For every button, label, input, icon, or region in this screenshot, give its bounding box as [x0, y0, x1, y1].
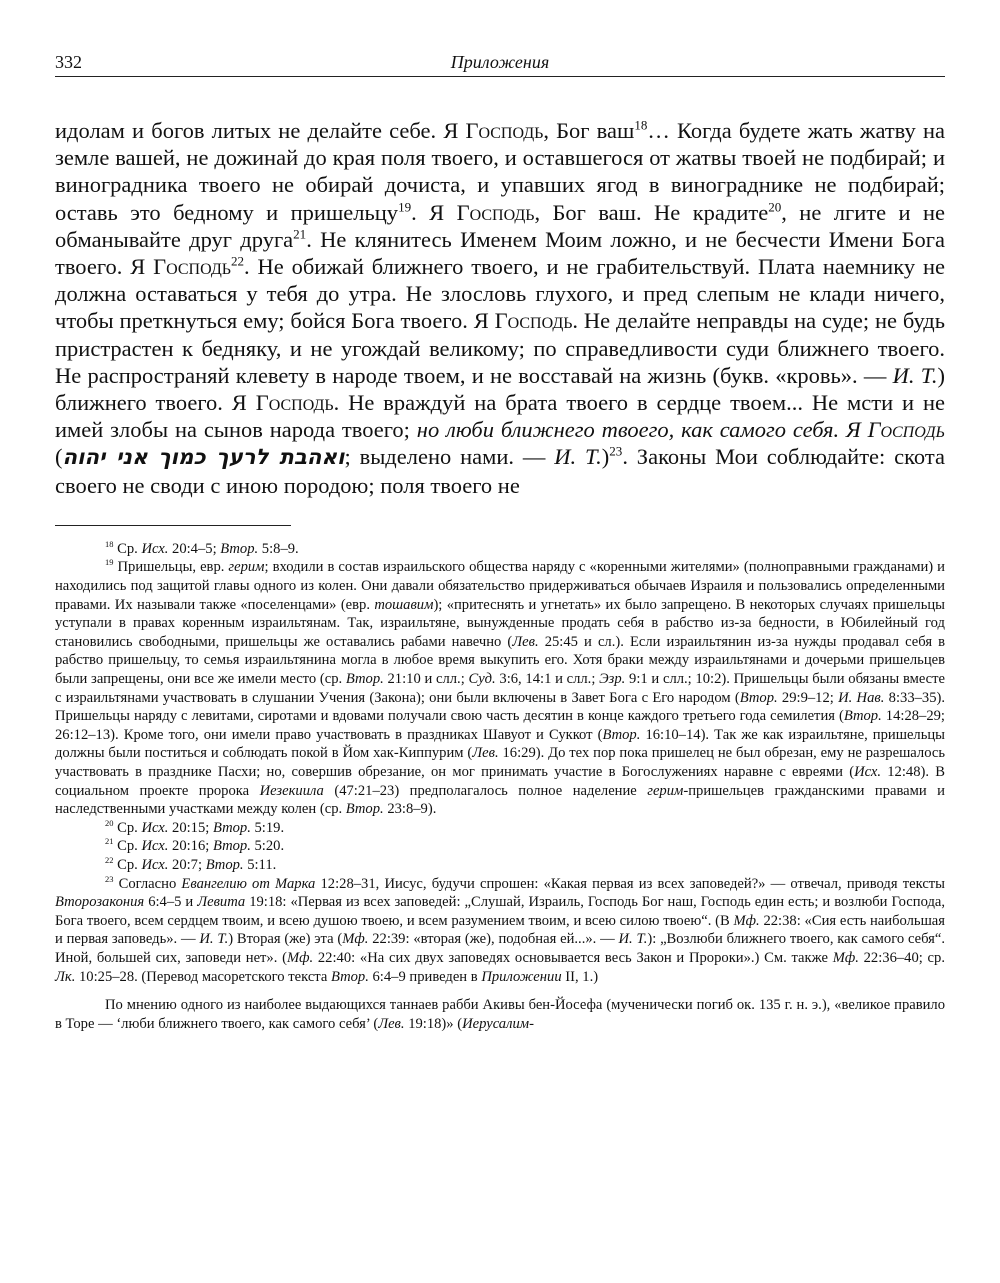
- text-run: 22:36–40; ср.: [858, 949, 945, 966]
- text-run: 25:45 и сл.). Если израильтянин из-за нужды продавал себя в рабство пришельцу, то семья израильтянина могла в любое время выкупить его. Хотя браки между израильтянами и дочерьми пришельцев были запрещены, они все же имели место (ср.: [55, 633, 946, 687]
- ref-book: Эзр.: [599, 671, 626, 687]
- divine-name: Господь: [867, 417, 945, 443]
- text-run: 10:25–28. (Перевод масоретского текста: [75, 968, 331, 985]
- ref-book: Втор.: [220, 540, 259, 557]
- ref-book: Приложении: [481, 968, 562, 985]
- ref-book: Мф.: [832, 949, 859, 966]
- hebrew-term: герим: [228, 559, 265, 576]
- footnote-19: [55, 558, 945, 818]
- text-run: 14:28–29; 26:12–13). Кроме того, они имели право участвовать в праздниках Шавуот и Суккот (: [55, 708, 945, 743]
- text-run: 12:48). В социальном проекте пророка: [55, 763, 945, 799]
- text-run: … Когда будете жать жатву на земле вашей, не дожинай до края поля твоего, и оставшегося от жатвы твоей не подбирай; и виноградника твоего не обирай дочиста, и упавших ягод в винограднике не подбирай; оставь это бедному и пришельцу: [55, 118, 945, 225]
- text-run: . Не делайте неправды на суде; не будь пристрастен к бедняку, и не угождай великому; по справедливости суди ближнего твоего. Не распространяй клевету в народе твоем, и не восставай на жизнь (букв. «кровь». —: [55, 308, 946, 388]
- footnote-23-continuation: [55, 996, 945, 1033]
- author-initials: И. Т.: [554, 444, 602, 470]
- ref-book: Второзакония: [55, 894, 145, 911]
- ref-book: Лев.: [512, 633, 539, 650]
- ref-book: Мф.: [342, 931, 369, 948]
- text-run: 6:4–5 и: [144, 894, 198, 911]
- divine-name: Господь: [456, 199, 535, 225]
- ref-book: Исх.: [141, 856, 169, 873]
- page-number: 332: [55, 52, 82, 72]
- running-title: Приложения: [450, 52, 550, 72]
- ref-book: Мф.: [286, 949, 314, 966]
- text-run: 5:8–9.: [258, 540, 299, 557]
- text-run: , Бог ваш: [543, 118, 635, 143]
- text-run: II, 1.): [561, 968, 599, 985]
- text-run: 20:16;: [168, 838, 213, 855]
- text-run: Ср.: [113, 838, 142, 855]
- ref-book: Втор.: [212, 819, 251, 836]
- footnote-ref-20[interactable]: 20: [768, 199, 782, 215]
- text-run: . Законы Мои соблюдайте: скота своего не своди с иною породою; поля твоего не: [55, 444, 945, 498]
- text-run: ; выделено нами. —: [344, 444, 555, 470]
- text-run: (47:21–23) предполагалось полное наделение: [323, 782, 648, 799]
- text-run: . Не клянитесь Именем Моим ложно, и не бесчести Имени Бога твоего. Я: [55, 226, 945, 280]
- footnote-ref-19[interactable]: 19: [398, 199, 412, 215]
- hebrew-term: тошавим: [374, 596, 434, 613]
- text-run: -пришельцев гражданскими правами и наследственными участками между колен (ср.: [55, 782, 945, 818]
- text-run: 16:29). До тех пор пока пришелец не был обрезан, ему не разрешалось участвовать в празднике Пасхи; но, совершив обрезание, он мог принимать участие в Богослужениях наравне с евреями (: [55, 745, 945, 780]
- footnote-23: [55, 875, 945, 987]
- divine-name: Господь: [153, 254, 231, 280]
- text-run: 23:8–9).: [383, 801, 437, 818]
- emphasized-text: но люби ближнего твоего, как самого себя. Я: [416, 417, 868, 443]
- text-run: 19:18)» (: [404, 1015, 463, 1032]
- text-run: 20:4–5;: [168, 540, 221, 557]
- text-run: ) Вторая (же) эта (: [228, 931, 343, 948]
- ref-book: Втор.: [330, 968, 369, 985]
- ref-book: Исх.: [854, 763, 882, 780]
- text-run: 5:11.: [243, 856, 277, 873]
- text-run: Пришельцы, евр.: [113, 559, 229, 576]
- text-run: 20:7;: [168, 856, 206, 873]
- text-run: Ср.: [113, 819, 142, 836]
- ref-book: Втор.: [345, 801, 384, 818]
- ref-book: Втор.: [345, 671, 384, 687]
- footnotes: [55, 540, 945, 1033]
- text-run: 5:19.: [250, 819, 285, 836]
- text-run: Согласно: [113, 875, 182, 892]
- footnote-number: 22: [105, 855, 114, 866]
- hebrew-text: ואהבת לרעך כמוך אני יהוה: [62, 445, 345, 471]
- text-run: 22:39: «вторая (же), подобная ей...». —: [368, 931, 619, 948]
- text-run: ); «притеснять и угнетать» их было запрещено. В некоторых случаях пришельцы уступали в правах коренным израильтянам. Так, израильтяне, вынужденные продать себя в рабство из-за бедности, в Юбилейный год становились свободными, пришельцы же оставались рабами навечно (: [55, 596, 945, 650]
- footnote-22: [55, 856, 945, 875]
- ref-book: Втор.: [205, 856, 244, 873]
- ref-book: Мф.: [733, 912, 760, 929]
- ref-book: Втор.: [843, 708, 882, 725]
- text-run: , Бог ваш. Не крадите: [534, 199, 769, 225]
- footnote-21: [55, 837, 945, 856]
- ref-book: Лев.: [472, 745, 499, 762]
- text-run: 20:15;: [168, 819, 213, 836]
- ref-book: Втор.: [212, 838, 251, 855]
- text-run: 8:33–35). Пришельцы наряду с левитами, сиротами и вдовами получали свою часть десятин в конце каждого третьего года семилетия (: [55, 689, 946, 725]
- footnote-number: 19: [105, 557, 114, 568]
- footnote-number: 20: [105, 817, 114, 828]
- footnote-18: [55, 540, 945, 559]
- text-run: 19:18: «Первая из всех заповедей: „Слушай, Израиль, Господь Бог наш, Господь един есть; и возлюби Господа, Бога твоего, всем сердцем твоим, и всею душою твоею, и всем разумением твоим, и всею силою твоею“. (В: [55, 894, 945, 929]
- text-run: 16:10–14). Так же как израильтяне, пришельцы должны были поститься и соблюдать покой в Йом хак-Киппурим (: [55, 726, 945, 762]
- footnote-ref-18[interactable]: 18: [634, 117, 648, 133]
- text-run: 6:4–9 приведен в: [368, 968, 482, 985]
- ref-book: Исх.: [141, 540, 169, 557]
- author-initials: И. Т.: [618, 931, 648, 948]
- text-run: . Не обижай ближнего твоего, и не грабительствуй. Плата наемнику не должна оставаться у тебя до утра. Не злословь глухого, и пред слепым не клади ничего, чтобы преткнуться ему; бойся Бога твоего. Я: [55, 254, 945, 334]
- ref-book: Втор.: [602, 726, 641, 743]
- footnote-separator: [55, 525, 291, 526]
- ref-book: Иерусалим-: [462, 1015, 534, 1032]
- text-run: 22:38: «Сия есть наибольшая и первая заповедь». —: [55, 912, 945, 948]
- body-paragraph: [55, 117, 945, 499]
- text-run: ) ближнего твоего. Я: [55, 362, 945, 416]
- ref-book: Лев.: [378, 1015, 405, 1032]
- ref-book: Иезекиила: [259, 782, 324, 799]
- main-text: [55, 117, 945, 499]
- text-run: По мнению одного из наиболее выдающихся таннаев рабби Акивы бен-Йосефа (мученически погиб ок. 135 г. н. э.), «великое правило в Торе — ‘люби ближнего твоего, как самого себя’ (: [55, 997, 945, 1032]
- ref-book: Лк.: [55, 968, 76, 985]
- text-run: . Я: [411, 199, 457, 225]
- footnote-ref-23[interactable]: 23: [609, 443, 623, 459]
- text-run: 22:40: «На сих двух заповедях основывается весь Закон и Пророки».) См. также: [313, 949, 833, 966]
- text-run: Ср.: [113, 540, 142, 557]
- footnote-number: 18: [105, 538, 114, 549]
- footnote-20: [55, 819, 945, 838]
- text-run: ; входили в состав израильского общества наряду с «коренными жителями» (полноправными гражданами) и находились под защитой главы одного из колен. Они давали обязательство придерживаться обычаев Израиля и пользовались определенными правами. Их называли также «поселенцами» (евр.: [55, 559, 945, 613]
- text-run: ): „Возлюби ближнего твоего, как самого себя“. Иной, большей сих, заповеди нет». (: [55, 931, 945, 966]
- footnote-number: 21: [105, 836, 114, 847]
- ref-book: Исх.: [141, 819, 169, 836]
- text-run: 3:6, 14:1 и слл.;: [495, 671, 600, 687]
- text-run: Ср.: [113, 856, 142, 873]
- page-header: [55, 50, 945, 77]
- text-run: идолам и богов литых не делайте себе. Я: [55, 118, 466, 143]
- divine-name: Господь: [494, 308, 573, 334]
- text-run: 21:10 и слл.;: [383, 671, 469, 687]
- text-run: (: [55, 444, 63, 470]
- page: [55, 50, 945, 1033]
- text-run: 9:1 и слл.; 10:2). Пришельцы были обязаны вместе с израильтянами участвовать в слушании Учения (Закона); они были включены в Завет Бога с Его народом (: [55, 671, 946, 706]
- text-run: . Не враждуй на брата твоего в сердце твоем... Не мсти и не имей злобы на сынов народа твоего;: [55, 390, 946, 443]
- ref-book: Евангелию от Марка: [181, 875, 316, 892]
- ref-book: Втор.: [739, 689, 778, 706]
- text-run: 29:9–12;: [777, 689, 839, 706]
- text-run: 12:28–31, Иисус, будучи спрошен: «Какая первая из всех заповедей?» — отвечал, приводя тексты: [315, 875, 945, 892]
- ref-book: Левита: [197, 894, 246, 911]
- footnote-ref-22[interactable]: 22: [230, 253, 244, 269]
- divine-name: Господь: [255, 390, 334, 416]
- text-run: ): [601, 444, 610, 470]
- ref-book: Суд.: [468, 671, 496, 687]
- divine-name: Господь: [465, 118, 544, 143]
- author-initials: И. Т.: [892, 362, 938, 388]
- text-run: 5:20.: [250, 838, 285, 855]
- ref-book: Исх.: [141, 838, 169, 855]
- hebrew-term: герим: [647, 782, 684, 799]
- ref-book: И. Нав.: [838, 689, 885, 706]
- footnote-number: 23: [105, 873, 114, 884]
- author-initials: И. Т.: [199, 931, 229, 948]
- footnote-ref-21[interactable]: 21: [293, 226, 307, 242]
- text-run: , не лгите и не обманывайте друг друга: [55, 199, 946, 252]
